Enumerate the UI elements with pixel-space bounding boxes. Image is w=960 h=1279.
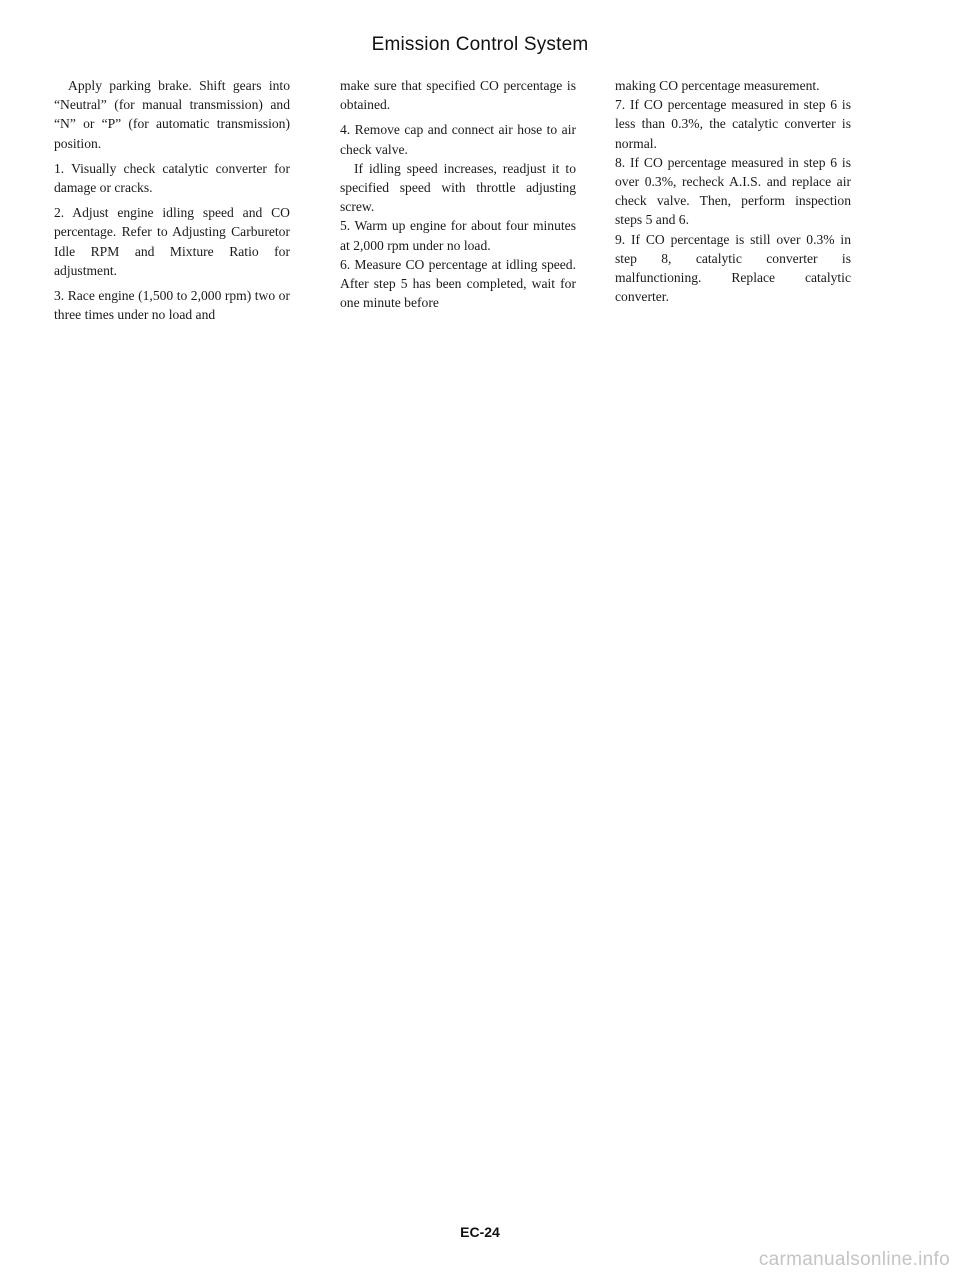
paragraph-step-2: 2. Adjust engine idling speed and CO percentage. Refer to Adjusting Carburetor Idle RPM and Mixture Ratio for adjustment. [54,205,290,278]
text-column-3 [615,76,851,306]
paragraph-step-1: 1. Visually check catalytic converter for damage or cracks. [54,160,290,196]
paragraph-step-6: 6. Measure CO percentage at idling speed. After step 5 has been completed, wait for one minute before [340,256,576,311]
paragraph-step-3-continued: make sure that specified CO percentage is obtained. [340,78,576,113]
paragraph-step-7: 7. If CO percentage measured in step 6 is less than 0.3%, the catalytic converter is normal. [615,97,851,151]
paragraph-step-9: 9. If CO percentage is still over 0.3% in step 8, catalytic converter is malfunctioning. Replace catalytic converter. [615,231,851,305]
paragraph-step-3: 3. Race engine (1,500 to 2,000 rpm) two or three times under no load and [54,288,290,323]
paragraph-step-8: 8. If CO percentage measured in step 6 is over 0.3%, recheck A.I.S. and replace air check valve. Then, perform inspection steps 5 and 6. [615,154,851,228]
text-column-1 [54,76,290,324]
paragraph-step-5: 5. Warm up engine for about four minutes at 2,000 rpm under no load. [340,218,576,253]
paragraph-step-4: 4. Remove cap and connect air hose to air check valve. [340,122,576,157]
paragraph-intro: Apply parking brake. Shift gears into “Neutral” (for manual transmission) and “N” or “P” (for automatic transmission) position. [54,78,290,151]
page-number: EC-24 [460,1224,500,1240]
watermark: carmanualsonline.info [758,1249,950,1270]
paragraph-step-6-continued: making CO percentage measurement. [615,78,820,93]
text-column-2 [340,76,576,312]
page-title: Emission Control System [371,34,589,55]
paragraph-step-4-note: If idling speed increases, readjust it to specified speed with throttle adjusting screw. [340,160,576,215]
